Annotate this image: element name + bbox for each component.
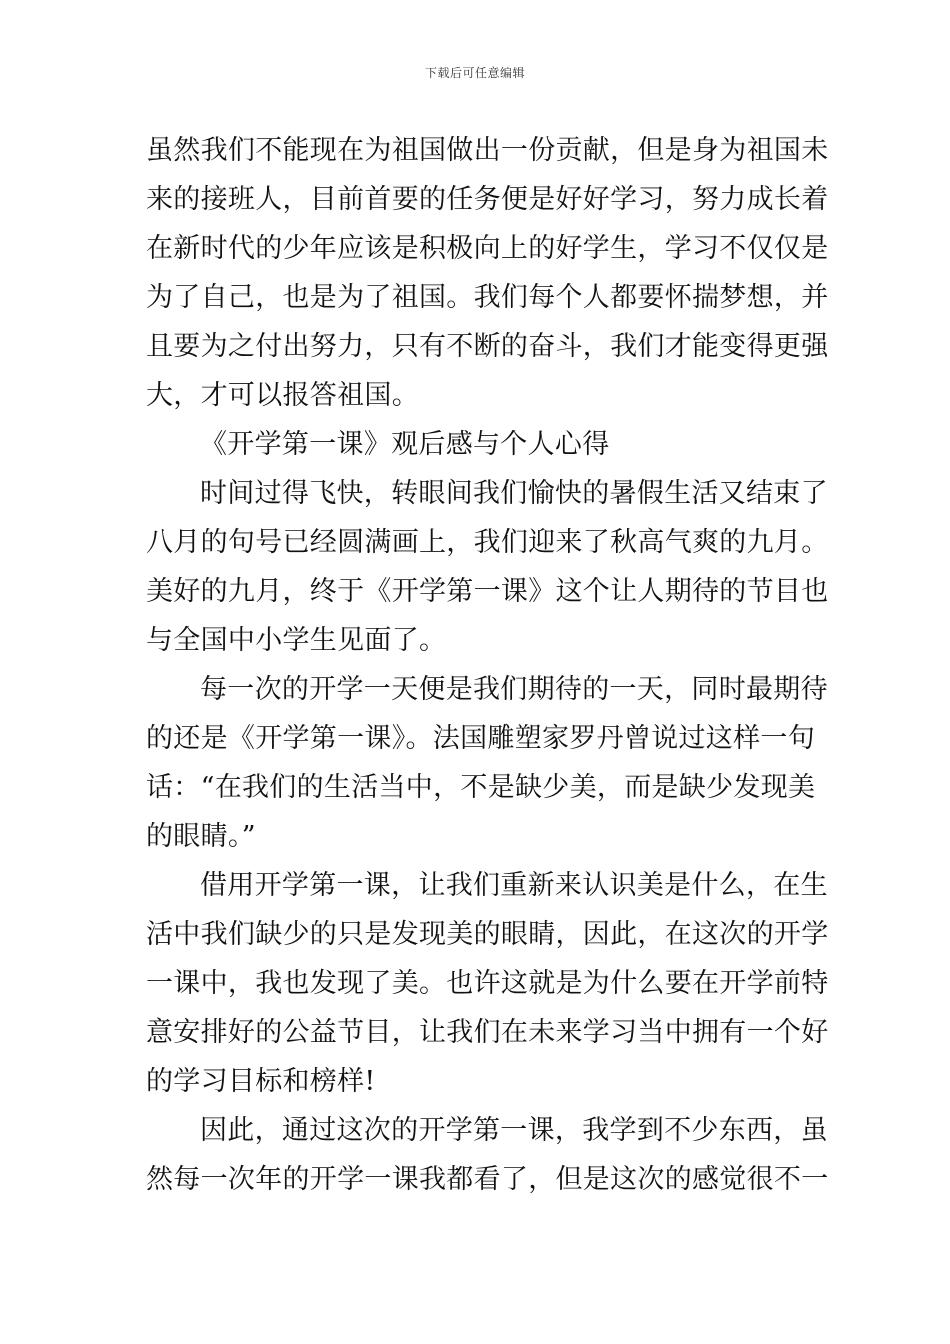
text-line: 一课中，我也发现了美。也许这就是为什么要在开学前特 [146, 968, 829, 999]
text-line: 的学习目标和榜样! [146, 1066, 376, 1097]
text-line: 借用开学第一课，让我们重新来认识美是什么，在生 [200, 870, 828, 901]
text-line: 的眼睛。” [146, 821, 256, 852]
text-line: 美好的九月，终于《开学第一课》这个让人期待的节目也 [146, 576, 829, 607]
document-body [146, 126, 829, 1204]
text-line: 每一次的开学一天便是我们期待的一天，同时最期待 [200, 674, 828, 705]
text-line: 为了自己，也是为了祖国。我们每个人都要怀揣梦想，并 [146, 282, 829, 313]
text-line: 因此，通过这次的开学第一课，我学到不少东西，虽 [200, 1115, 828, 1146]
text-line: 且要为之付出努力，只有不断的奋斗，我们才能变得更强 [146, 331, 829, 362]
page-header: 下载后可任意编辑 [424, 66, 525, 80]
text-line: 活中我们缺少的只是发现美的眼睛，因此，在这次的开学 [146, 919, 829, 950]
text-line: 话：“在我们的生活当中，不是缺少美，而是缺少发现美 [146, 772, 816, 803]
text-line: 在新时代的少年应该是积极向上的好学生，学习不仅仅是 [146, 233, 829, 264]
text-line: 然每一次年的开学一课我都看了，但是这次的感觉很不一 [146, 1164, 829, 1195]
text-line: 与全国中小学生见面了。 [146, 625, 447, 656]
text-line: 时间过得飞快，转眼间我们愉快的暑假生活又结束了 [200, 478, 828, 509]
text-line: 意安排好的公益节目，让我们在未来学习当中拥有一个好 [146, 1017, 829, 1048]
text-line: 《开学第一课》观后感与个人心得 [200, 429, 610, 460]
text-line: 来的接班人，目前首要的任务便是好好学习，努力成长着 [146, 184, 829, 215]
text-line: 大，才可以报答祖国。 [146, 380, 419, 411]
text-line: 的还是《开学第一课》。法国雕塑家罗丹曾说过这样一句 [146, 723, 815, 754]
text-line: 虽然我们不能现在为祖国做出一份贡献，但是身为祖国未 [146, 135, 829, 166]
text-line: 八月的句号已经圆满画上，我们迎来了秋高气爽的九月。 [146, 527, 829, 558]
